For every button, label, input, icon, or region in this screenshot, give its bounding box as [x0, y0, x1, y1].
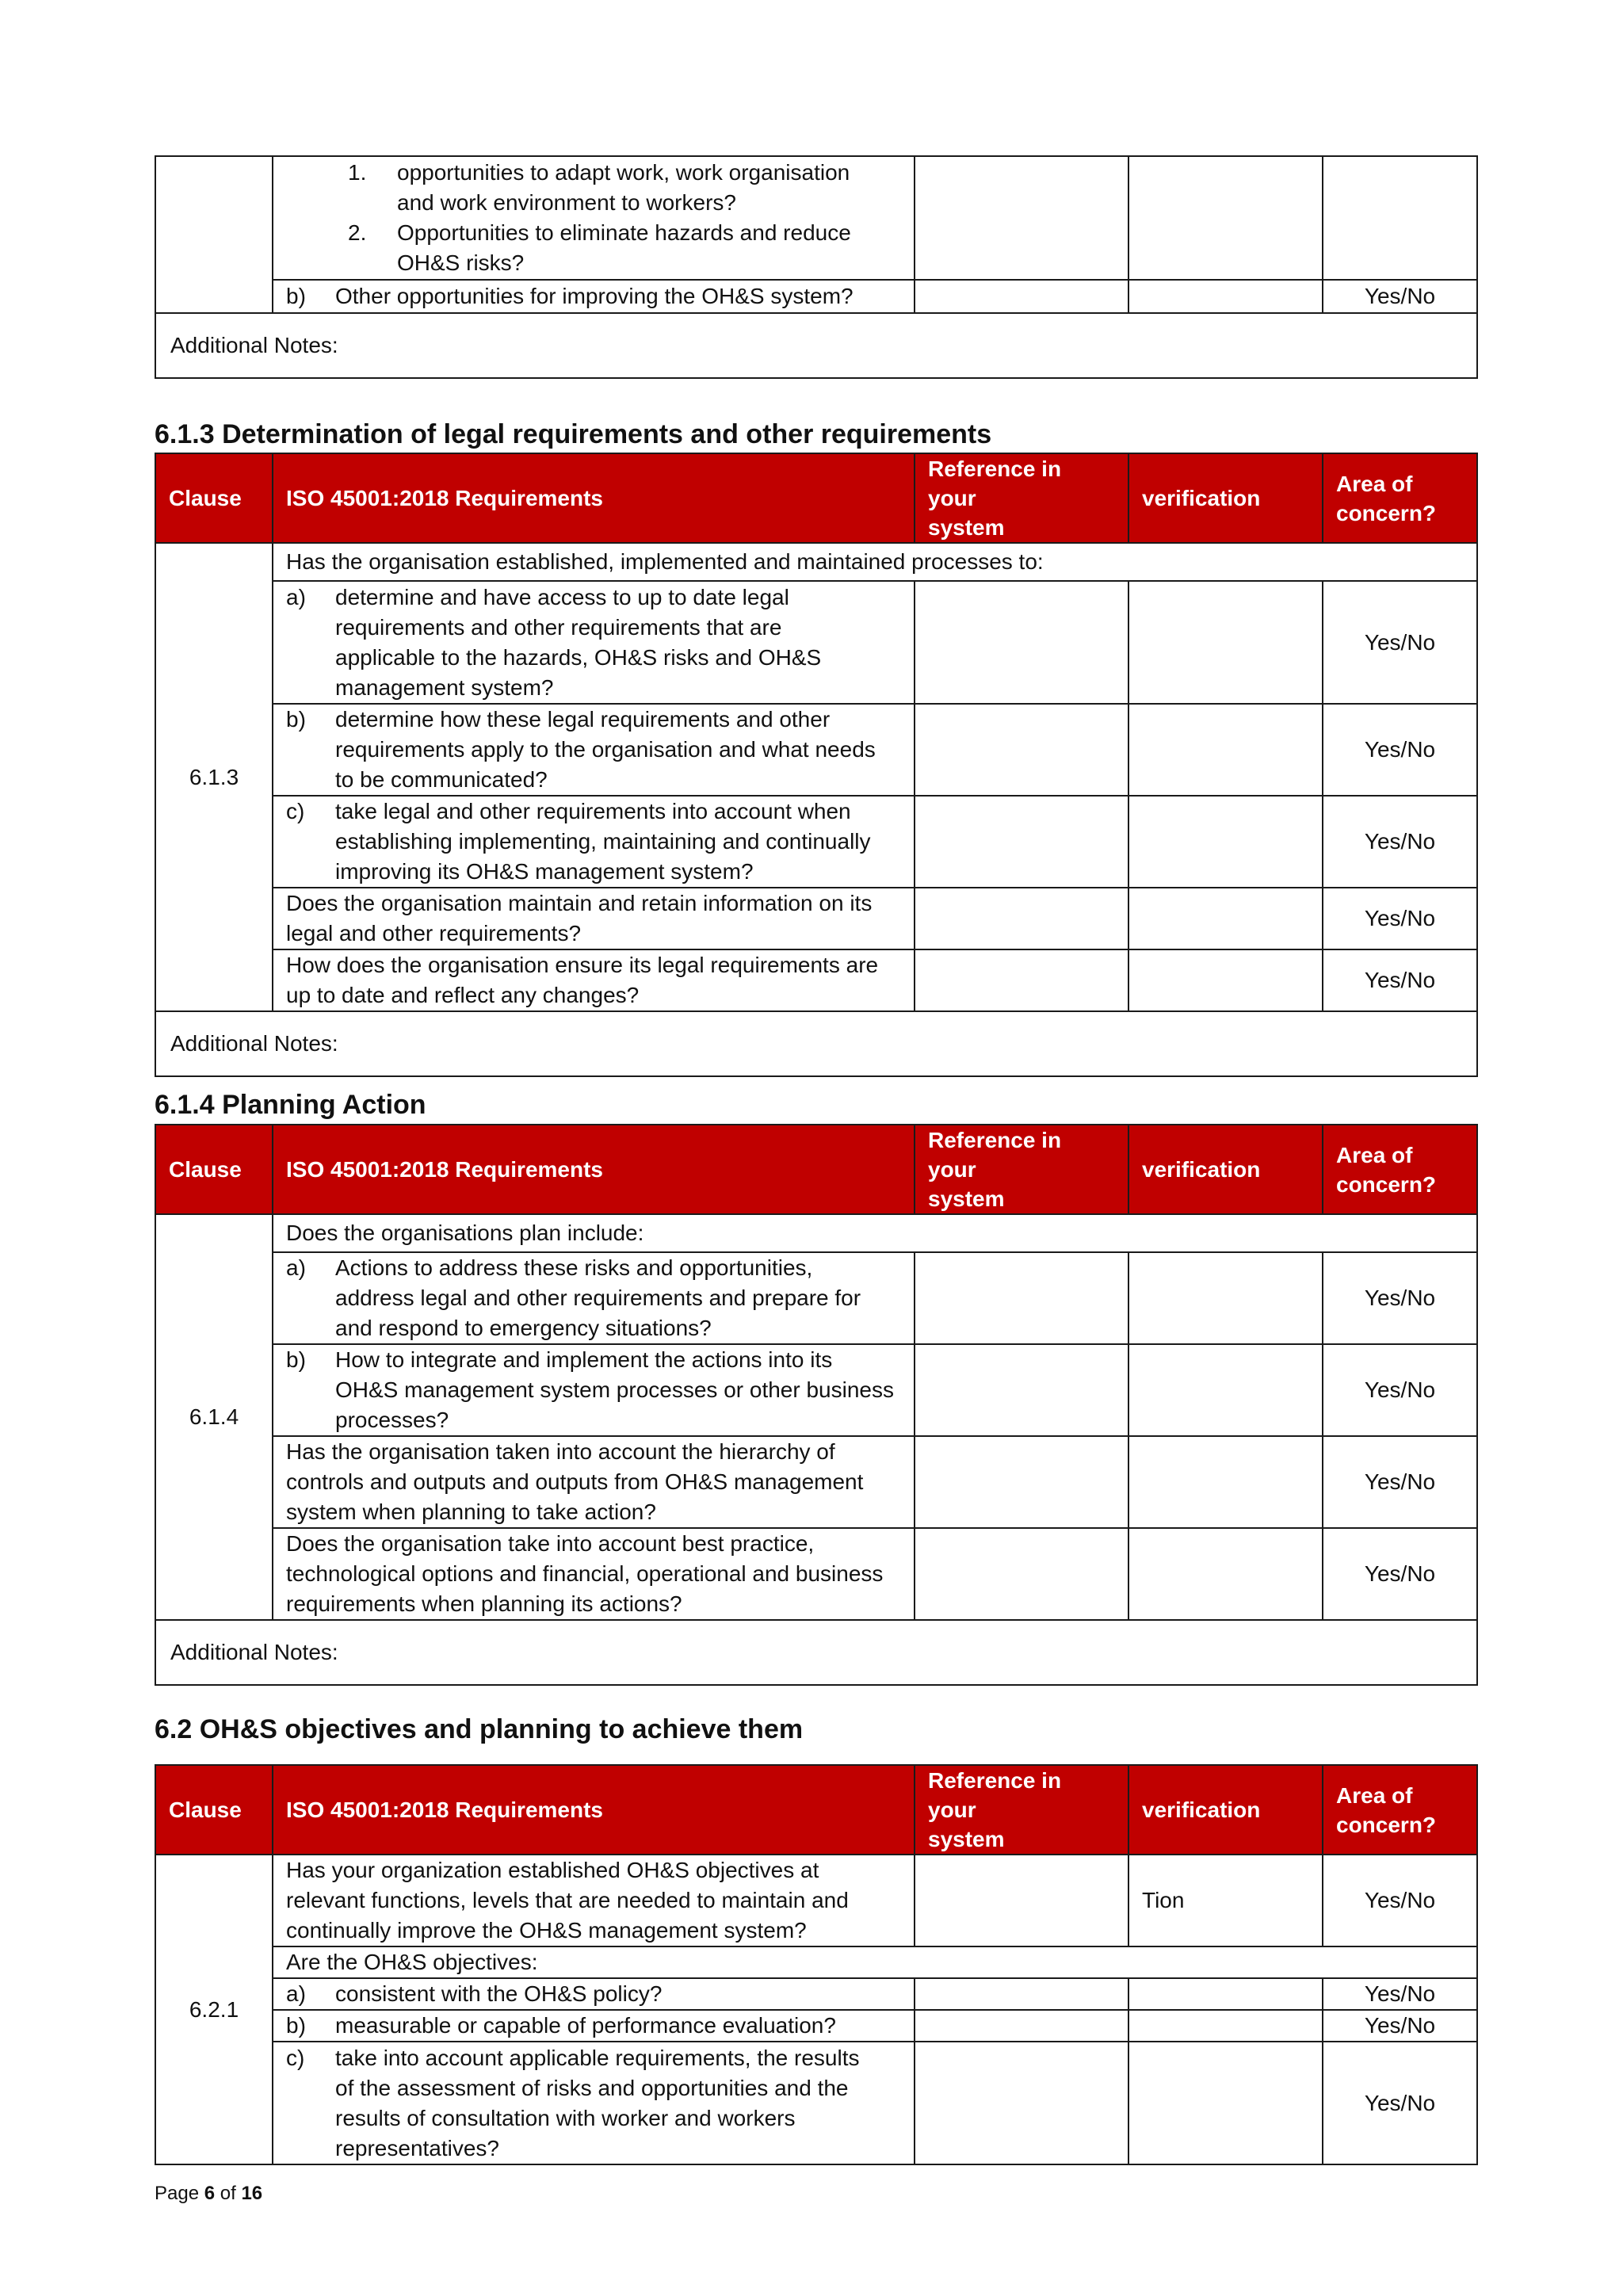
requirement-question: Has the organisation taken into account the hierarchy of controls and outputs and outputs from OH&S management system when planning to take action? [273, 1436, 915, 1528]
header-concern: Area of concern? [1323, 1765, 1477, 1855]
yes-no-answer[interactable]: Yes/No [1323, 888, 1477, 949]
clause-number: 6.1.4 [155, 1214, 273, 1620]
requirement-item: b) How to integrate and implement the actions into its OH&S management system processes or other business processes? [273, 1344, 915, 1436]
yes-no-answer[interactable]: Yes/No [1323, 1252, 1477, 1344]
verification-input-cell[interactable] [1128, 796, 1323, 888]
requirement-intro: Does the organisations plan include: [273, 1214, 1477, 1252]
clause-number: 6.2.1 [155, 1855, 273, 2164]
header-requirements: ISO 45001:2018 Requirements [273, 453, 915, 543]
requirement-question: Does the organisation maintain and retain information on its legal and other requirements? [273, 888, 915, 949]
requirement-item: c) take legal and other requirements into account when establishing implementing, maintaining and continually improving its OH&S management system? [273, 796, 915, 888]
reference-input-cell[interactable] [915, 2010, 1128, 2042]
reference-input-cell[interactable] [915, 1855, 1128, 1946]
requirement-question: Does the organisation take into account best practice, technological options and financial, operational and business requirements when planning its actions? [273, 1528, 915, 1620]
table-header-row [155, 1125, 1477, 1214]
reference-input-cell[interactable] [915, 1978, 1128, 2010]
header-clause: Clause [155, 453, 273, 543]
yes-no-answer[interactable]: Yes/No [1323, 2042, 1477, 2164]
reference-input-cell[interactable] [915, 156, 1128, 280]
clause-cell-empty [155, 156, 273, 313]
yes-no-answer[interactable]: Yes/No [1323, 1528, 1477, 1620]
reference-input-cell[interactable] [915, 280, 1128, 313]
yes-no-answer[interactable]: Yes/No [1323, 796, 1477, 888]
reference-input-cell[interactable] [915, 1252, 1128, 1344]
verification-input-cell[interactable] [1128, 704, 1323, 796]
table-6-1-4 [155, 1124, 1478, 1686]
requirement-b-cell: b) Other opportunities for improving the OH&S system? [273, 280, 915, 313]
numbered-item: 2. Opportunities to eliminate hazards and reduce OH&S risks? [348, 220, 851, 275]
header-reference: Reference in your system [915, 453, 1128, 543]
additional-notes-field[interactable]: Additional Notes: [155, 1620, 1477, 1685]
concern-input-cell[interactable] [1323, 156, 1477, 280]
verification-input-cell[interactable] [1128, 581, 1323, 704]
verification-input-cell[interactable] [1128, 1344, 1323, 1436]
requirement-item: a) Actions to address these risks and opportunities, address legal and other requirements and prepare for and respond to emergency situations? [273, 1252, 915, 1344]
yes-no-answer[interactable]: Yes/No [1323, 2010, 1477, 2042]
header-verification: verification [1128, 1125, 1323, 1214]
reference-input-cell[interactable] [915, 888, 1128, 949]
table-6-2 [155, 1764, 1478, 2165]
reference-input-cell[interactable] [915, 581, 1128, 704]
header-reference: Reference in your system [915, 1765, 1128, 1855]
yes-no-answer[interactable]: Yes/No [1323, 1978, 1477, 2010]
page-number-footer: Page 6 of 16 [155, 2183, 263, 2204]
header-clause: Clause [155, 1765, 273, 1855]
header-requirements: ISO 45001:2018 Requirements [273, 1765, 915, 1855]
reference-input-cell[interactable] [915, 2042, 1128, 2164]
verification-input-cell[interactable]: Tion [1128, 1855, 1323, 1946]
table-6-1-3 [155, 453, 1478, 1077]
reference-input-cell[interactable] [915, 796, 1128, 888]
header-concern: Area of concern? [1323, 453, 1477, 543]
yes-no-answer[interactable]: Yes/No [1323, 581, 1477, 704]
reference-input-cell[interactable] [915, 1344, 1128, 1436]
verification-input-cell[interactable] [1128, 1436, 1323, 1528]
section-heading-6-1-3: 6.1.3 Determination of legal requirements and other requirements [155, 419, 992, 449]
requirement-item: b) measurable or capable of performance evaluation? [273, 2010, 915, 2042]
clause-number: 6.1.3 [155, 543, 273, 1011]
additional-notes-field[interactable]: Additional Notes: [155, 313, 1477, 378]
requirement-item: c) take into account applicable requirements, the results of the assessment of risks and opportunities and the results of consultation with worker and workers representatives? [273, 2042, 915, 2164]
verification-input-cell[interactable] [1128, 1528, 1323, 1620]
numbered-items-cell [273, 156, 915, 280]
header-verification: verification [1128, 453, 1323, 543]
yes-no-answer[interactable]: Yes/No [1323, 280, 1477, 313]
verification-input-cell[interactable] [1128, 949, 1323, 1011]
requirement-question: Has your organization established OH&S objectives at relevant functions, levels that are needed to maintain and continually improve the OH&S management system? [273, 1855, 915, 1946]
requirement-item: b) determine how these legal requirements and other requirements apply to the organisation and what needs to be communicated? [273, 704, 915, 796]
verification-input-cell[interactable] [1128, 2010, 1323, 2042]
section-heading-6-2: 6.2 OH&S objectives and planning to achieve them [155, 1714, 804, 1744]
numbered-item: 1. opportunities to adapt work, work organisation and work environment to workers? [348, 160, 850, 215]
reference-input-cell[interactable] [915, 1528, 1128, 1620]
requirement-item: a) determine and have access to up to date legal requirements and other requirements that are applicable to the hazards, OH&S risks and OH&S management system? [273, 581, 915, 704]
yes-no-answer[interactable]: Yes/No [1323, 1855, 1477, 1946]
requirement-intro: Are the OH&S objectives: [273, 1946, 1477, 1978]
yes-no-answer[interactable]: Yes/No [1323, 1344, 1477, 1436]
verification-input-cell[interactable] [1128, 280, 1323, 313]
verification-input-cell[interactable] [1128, 888, 1323, 949]
header-requirements: ISO 45001:2018 Requirements [273, 1125, 915, 1214]
requirement-intro: Has the organisation established, implemented and maintained processes to: [273, 543, 1477, 581]
yes-no-answer[interactable]: Yes/No [1323, 1436, 1477, 1528]
additional-notes-field[interactable]: Additional Notes: [155, 1011, 1477, 1076]
table-header-row [155, 1765, 1477, 1855]
yes-no-answer[interactable]: Yes/No [1323, 949, 1477, 1011]
header-verification: verification [1128, 1765, 1323, 1855]
table-header-row [155, 453, 1477, 543]
top-continuation-table [155, 155, 1478, 379]
header-concern: Area of concern? [1323, 1125, 1477, 1214]
requirement-question: How does the organisation ensure its legal requirements are up to date and reflect any changes? [273, 949, 915, 1011]
header-reference: Reference in your system [915, 1125, 1128, 1214]
verification-input-cell[interactable] [1128, 2042, 1323, 2164]
reference-input-cell[interactable] [915, 1436, 1128, 1528]
verification-input-cell[interactable] [1128, 1978, 1323, 2010]
requirement-item: a) consistent with the OH&S policy? [273, 1978, 915, 2010]
section-heading-6-1-4: 6.1.4 Planning Action [155, 1090, 426, 1120]
yes-no-answer[interactable]: Yes/No [1323, 704, 1477, 796]
verification-input-cell[interactable] [1128, 156, 1323, 280]
reference-input-cell[interactable] [915, 949, 1128, 1011]
verification-input-cell[interactable] [1128, 1252, 1323, 1344]
reference-input-cell[interactable] [915, 704, 1128, 796]
header-clause: Clause [155, 1125, 273, 1214]
